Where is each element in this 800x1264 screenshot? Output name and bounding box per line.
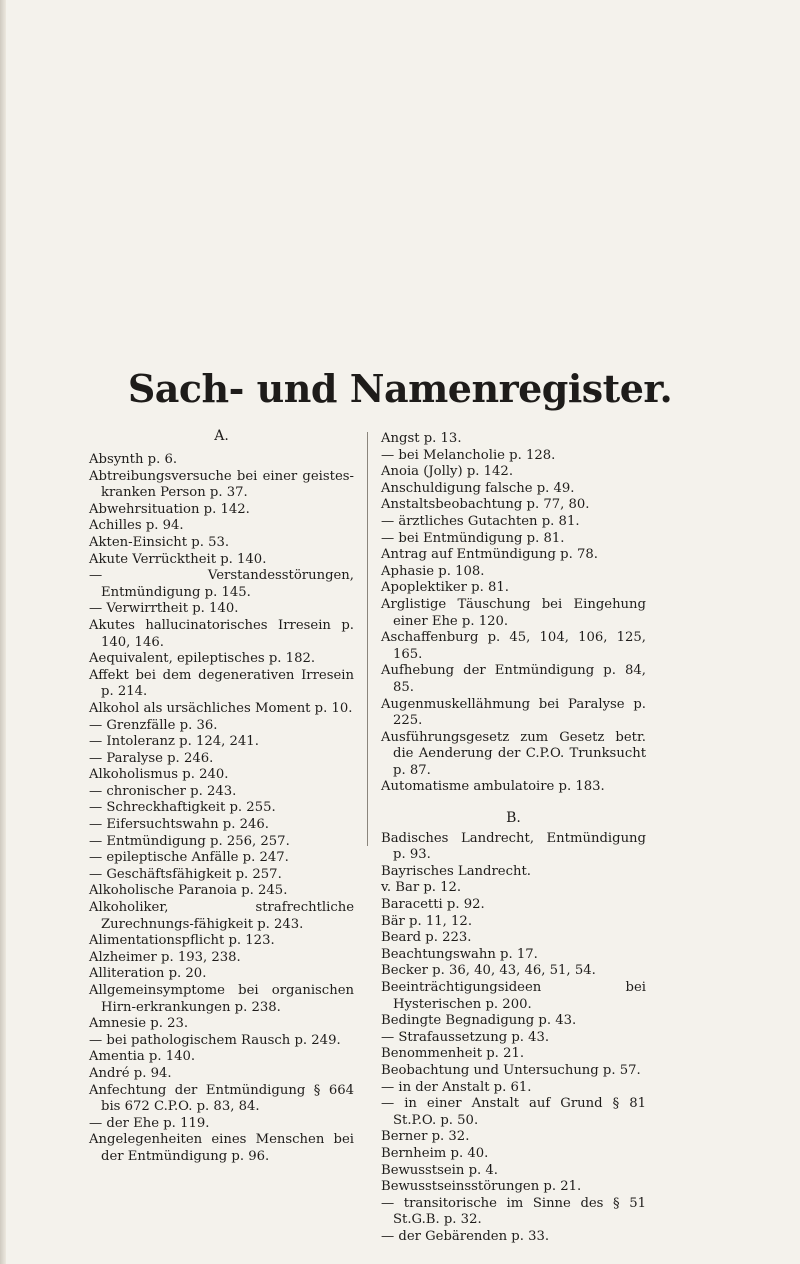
index-entry: Angst p. 13. xyxy=(381,431,462,446)
index-entry: Antrag auf Entmündigung p. 78. xyxy=(381,547,598,563)
index-entry: v. Bar p. 12. xyxy=(381,880,462,896)
index-entry: Automatisme ambulatoire p. 183. xyxy=(381,779,605,795)
section-letter-b: B. xyxy=(506,810,521,827)
index-entry: Allgemeinsymptome bei organischen Hirn-erkrankungen p. 238. xyxy=(89,983,354,1015)
index-entry: Beeinträchtigungsideen bei Hysterischen p. 200. xyxy=(381,980,646,1012)
index-entry: — Paralyse p. 246. xyxy=(89,750,214,766)
left-column xyxy=(89,428,354,1166)
index-entry: Anoia (Jolly) p. 142. xyxy=(381,464,514,480)
index-entry: Beard p. 223. xyxy=(381,930,472,946)
index-entry: Alkoholische Paranoia p. 245. xyxy=(89,883,288,899)
index-entry: Bayrisches Landrecht. xyxy=(381,863,531,879)
index-entry: Benommenheit p. 21. xyxy=(381,1046,525,1062)
index-entry: — der Ehe p. 119. xyxy=(89,1115,210,1131)
index-entry: Bewusstsein p. 4. xyxy=(381,1162,498,1178)
index-entry: Affekt bei dem degenerativen Irresein p. 214. xyxy=(89,667,354,700)
index-entry: Achilles p. 94. xyxy=(89,518,184,534)
index-entry: Absynth p. 6. xyxy=(89,452,178,467)
index-entry: — ärztliches Gutachten p. 81. xyxy=(381,513,580,529)
index-entry: Badisches Landrecht, Entmündigung p. 93. xyxy=(381,830,646,863)
index-entry: Alimentationspflicht p. 123. xyxy=(89,933,275,949)
section-letter-a: A. xyxy=(214,428,229,444)
index-entry: Aufhebung der Entmündigung p. 84, 85. xyxy=(381,663,646,695)
index-entry: Anstaltsbeobachtung p. 77, 80. xyxy=(381,497,590,513)
index-list-b xyxy=(381,831,646,1246)
index-entry: — Intoleranz p. 124, 241. xyxy=(89,734,259,750)
index-entry: Akute Verrücktheit p. 140. xyxy=(89,551,267,567)
index-entry: — in einer Anstalt auf Grund § 81 St.P.O. p. 50. xyxy=(381,1096,646,1128)
index-entry: — bei Melancholie p. 128. xyxy=(381,447,556,463)
index-entry: — Schreckhaftigkeit p. 255. xyxy=(89,800,276,816)
index-entry: Akutes hallucinatorisches Irresein p. 140, 146. xyxy=(89,617,354,650)
index-entry: Amnesie p. 23. xyxy=(89,1016,189,1032)
index-entry: — Eifersuchtswahn p. 246. xyxy=(89,817,269,833)
index-entry: Akten-Einsicht p. 53. xyxy=(89,534,230,550)
index-entry: Apoplektiker p. 81. xyxy=(381,580,509,596)
index-entry: Beobachtung und Untersuchung p. 57. xyxy=(381,1062,641,1078)
index-entry: — bei pathologischem Rausch p. 249. xyxy=(89,1032,341,1048)
index-entry: Baracetti p. 92. xyxy=(381,897,485,913)
index-entry: Anschuldigung falsche p. 49. xyxy=(381,480,575,496)
index-entry: Angelegenheiten eines Menschen bei der Entmündigung p. 96. xyxy=(89,1132,354,1164)
index-entry: — bei Entmündigung p. 81. xyxy=(381,530,565,546)
index-list-a-right xyxy=(381,431,646,796)
index-entry: Arglistige Täuschung bei Eingehung einer Ehe p. 120. xyxy=(381,596,646,629)
index-entry: — epileptische Anfälle p. 247. xyxy=(89,850,289,866)
index-entry: — Verstandesstörungen, Entmündigung p. 145. xyxy=(89,568,354,600)
index-entry: — Entmündigung p. 256, 257. xyxy=(89,833,290,849)
index-entry: — in der Anstalt p. 61. xyxy=(381,1079,532,1095)
index-entry: Bernheim p. 40. xyxy=(381,1145,489,1161)
index-entry: Alzheimer p. 193, 238. xyxy=(89,949,241,965)
index-entry: Amentia p. 140. xyxy=(89,1049,196,1065)
index-entry: Alkohol als ursächliches Moment p. 10. xyxy=(89,700,353,716)
index-entry: Anfechtung der Entmündigung § 664 bis 672 C.P.O. p. 83, 84. xyxy=(89,1082,354,1115)
page-edge xyxy=(0,0,6,1264)
index-list-a-left xyxy=(89,452,354,1166)
index-entry: Augenmuskellähmung bei Paralyse p. 225. xyxy=(381,696,646,729)
column-divider xyxy=(367,432,368,846)
index-entry: Bedingte Begnadigung p. 43. xyxy=(381,1013,577,1029)
index-entry: Alliteration p. 20. xyxy=(89,966,207,982)
index-entry: Abtreibungsversuche bei einer geistes-kranken Person p. 37. xyxy=(89,468,354,501)
index-entry: — Strafaussetzung p. 43. xyxy=(381,1029,550,1045)
index-entry: Alkoholiker, strafrechtliche Zurechnungs-fähigkeit p. 243. xyxy=(89,900,354,932)
index-entry: — chronischer p. 243. xyxy=(89,783,237,799)
index-entry: Abwehrsituation p. 142. xyxy=(89,501,250,517)
index-entry: Alkoholismus p. 240. xyxy=(89,767,229,783)
index-entry: — transitorische im Sinne des § 51 St.G.B. p. 32. xyxy=(381,1195,646,1228)
index-entry: — Geschäftsfähigkeit p. 257. xyxy=(89,866,282,882)
page-title: Sach- und Namenregister. xyxy=(127,366,673,412)
index-entry: — der Gebärenden p. 33. xyxy=(381,1228,550,1244)
index-entry: Bewusstseinsstörungen p. 21. xyxy=(381,1179,582,1195)
index-entry: Aequivalent, epileptisches p. 182. xyxy=(89,651,316,667)
index-entry: Aphasie p. 108. xyxy=(381,563,485,579)
index-entry: — Grenzfälle p. 36. xyxy=(89,717,218,733)
right-column xyxy=(381,431,646,1246)
index-entry: Bär p. 11, 12. xyxy=(381,913,473,929)
index-entry: Aschaffenburg p. 45, 104, 106, 125, 165. xyxy=(381,630,646,662)
index-entry: Becker p. 36, 40, 43, 46, 51, 54. xyxy=(381,963,596,979)
index-entry: Beachtungswahn p. 17. xyxy=(381,946,538,962)
index-entry: Ausführungsgesetz zum Gesetz betr. die Aenderung der C.P.O. Trunksucht p. 87. xyxy=(381,729,646,778)
index-entry: — Verwirrtheit p. 140. xyxy=(89,601,239,617)
index-entry: Berner p. 32. xyxy=(381,1129,470,1145)
index-entry: André p. 94. xyxy=(89,1065,172,1081)
